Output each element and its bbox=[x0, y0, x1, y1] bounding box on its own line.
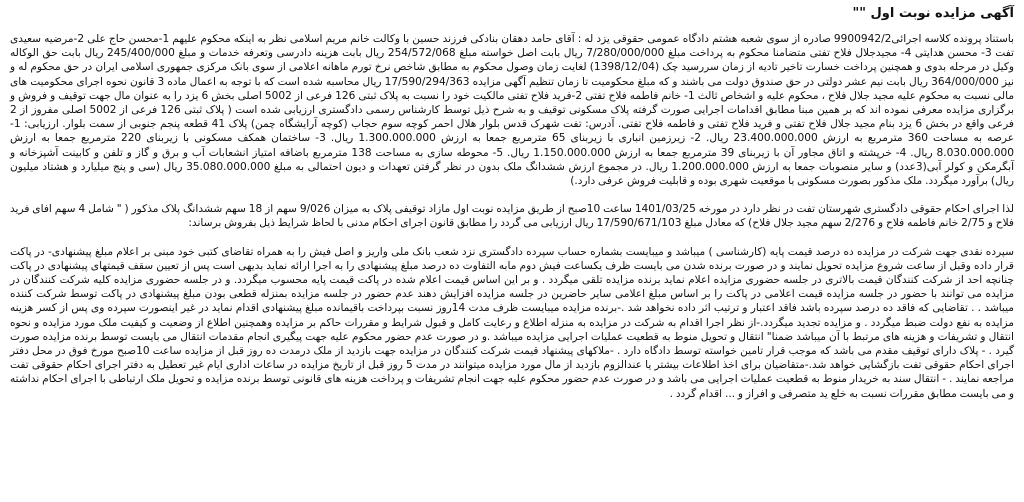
notice-paragraph-case-details: باستناد پرونده کلاسه اجرائی9900942/2 صادره از سوی شعبه هشتم دادگاه عمومی حقوقی یزد له : آقای حامد دهقان بنادکی فرزند حسین با وکالت خانم مریم اسلامی نظر به اینکه محکوم علیهم 1-محسن حاج علی 2-مرضیه سعیدی تفت 3- محسن هدایتی 4- مجیدجلال فلاح تفتی متضامنا محکوم به پرداخت مبلغ 7/280/000/000 ریال بابت اصل خواسته مبلغ 254/572/068 ریال بابت هزینه دادرسی وتعرفه خدمات و مبلغ 245/400/000 ریال بابت حق الوکاله وکیل در مرحله بدوی و همچنین پرداخت خسارت تاخیر تادیه از زمان سررسید چک (1398/12/04) لغایت زمان وصول محکوم به مطابق شاخص نرخ تورم ماهانه اعلامی از سوی بانک مرکزی جمهوری اسلامی ایران در حق محکوم له و نیز 364/000/000 ریال بابت نیم عشر دولتی در حق صندوق دولت می باشند و که مبلغ محکومیت تا زمان تنظیم آگهی مزایده 17/590/294/363 ریال محاسبه شده است که با توجه به اعمال ماده 3 قانون نحوه اجرای محکومیت های مالی نسبت به محکوم علیه مجید جلال فلاح ، محکوم علیه و اشخاص ثالث 1- خانم فاطمه فلاح تفتی 2-فرید فلاح تفتی مالکیت خود را نسبت به پلاک ثبتی 126 فرعی از 5002 اصلی بخش 6 یزد را به عنوان مال جهت توقیف و فروش و برگزاری مزایده معرفی نموده اند که بر همین مبنا مطابق اقدامات اجرایی صورت گرفته پلاک مسکونی توقیف و به شرح ذیل توسط کارشناس رسمی دادگستری ارزیابی شده است ( پلاک ثبتی 126 فرعی از 5002 اصلی مفروز از 2 فرعی واقع در بخش 6 یزد بنام مجید جلال فلاح تفتی و فرید فلاح تفتی و فاطمه فلاح تفتی. آدرس: تفت شهرک قدس بلوار هلال احمر کوچه سوم حجاب (کوچه آرایشگاه چمن) پلاک 41 قطعه پنجم جنوبی از سمت بلوار. ارزیابی: 1- عرصه به مساحت 360 مترمربع به ارزش 23.400.000.000 ریال. 2- زیرزمین انباری با زیربنای 65 مترمربع جمعا به ارزش 1.300.000.000 ریال. 3- ساختمان همکف مسکونی با زیربنای 220 مترمربع جمعا به ارزش 8.030.000.000 ریال. 4- خرپشته و اتاق مجاور آن با زیربنای 39 مترمربع جمعا به ارزش 1.150.000.000 ریال. 5- محوطه سازی به مساحت 138 مترمربع باضافه امتیاز انشعابات آب و برق و گاز و تلفن و کابینت آشپزخانه و آبگرمکن و کولر آبی(3عدد) و سایر منصوبات جمعا به ارزش 1.200.000.000 ریال. در مجموع ارزش ششدانگ ملک بدون در نظر گرفتن تعهدات و دیون احتمالی به مبلغ 35.080.000.000 ریال (سی و پنج میلیارد و هشتاد میلیون ریال) برآورد میگردد. ملک مذکور بصورت مسکونی با موقعیت شهری بوده و قابلیت فروش عرفی دارد.) bbox=[10, 33, 1015, 188]
notice-paragraph-auction-date: لذا اجرای احکام حقوقی دادگستری شهرستان تفت در نظر دارد در مورخه 1401/03/25 ساعت 10صبح از طریق مزایده نوبت اول مازاد توقیفی پلاک به میزان 9/026 سهم از 18 سهم ششدانگ پلاک مذکور ( " شامل 4 سهم افای فرید فلاح و 2/75 خانم فاطمه فلاح و 2/276 سهم مجید جلال فلاح) که معادل مبلغ 17/590/671/103 ریال ارزیابی می گردد را مطابق قانون اجرای احکام مدنی با لحاظ شرایط ذیل بفروش برساند: bbox=[10, 203, 1014, 230]
notice-paragraph-conditions: سپرده نقدی جهت شرکت در مزایده ده درصد قیمت پایه (کارشناسی ) میباشد و میبایست بشماره حساب سپرده دادگستری نزد شعب بانک ملی واریز و اصل فیش را به همراه تقاضای کتبی خود مبنی بر اعلام مبلغ پیشنهادی- در پاکت قرار داده وقبل از ساعت شروع مزایده تحویل نمایند و در صورت برنده شدن می بایست ظرف یکساعت فیش دوم مابه التفاوت ده درصد مبلغ پیشنهادی را به اجرا ارائه نماید بدیهی است پس از تعیین سقف قیمتهای پیشنهادی در پاکت چنانچه احد از شرکت کنندگان قیمت بالاتری در جلسه حضوری مزایده اعلام نماید برنده مزایده تلقی میگردد . و بر این اساس قیمت اعلام شده در پاکت قیمت پایه محسوب میگردد. و در جلسه حضوری مزایده کلیه شرکت کنندگان در مزایده می توانند با حضور در جلسه مزایده قیمت اعلامی در پاکت را بر اساس مبلغ اعلامی سایر حاضرین در جلسه مزایده افزایش دهند عدم حضور در جلسه مزایده بمنزله قطعی بودن مبلغ پیشنهادی در پاکت توسط شرکت کننده میباشد . . تقاضایی که فاقد ده درصد سپرده باشد فاقد اعتبار و ترتیب اثر داده نخواهد شد .-برنده مزایده میبایست ظرف مدت 14روز نسبت بپرداخت باقیمانده مبلغ پیشنهادی اقدام نماید در غیر اینصورت سپرده وی پس از کسر هزینه مزایده به نفع دولت ضبط میگردد . و مزایده تجدید میگردد.-از نظر اجرا اقدام به شرکت در مزایده به منزله اطلاع و رعایت کامل و قبول شرایط و مقررات حاکم بر مزایده وهمچنین اطلاع از وضعیت و کیفیت ملک مورد مزایده و نحوه انتقال و تشریفات و هزینه های مرتبط با آن میباشد ضمنا" انتقال و تحویل منوط به قطعیت عملیات اجرایی مزایده میباشد .و در صورت عدم حضور محکوم علیه جهت پیگیری انجام مقدمات انتقال می بایست توسط برنده مزایده صورت گیرد . - پلاک دارای توقیف مقدم می باشد که موجب قرار تامین خواسته توسط دادگاه دارد . -ملاکهای پیشنهاد قیمت شرکت کنندگان در مزایده جهت بازدید از ملک درمدت ده روز قبل از مزایده ساعت 10صبح مورخ فوق در محل دفتر اجرای احکام حقوقی تفت بازگشایی خواهد شد.-متقاضیان برای اخذ اطلاعات بیشتر یا عندالزوم بازدید از مال مورد مزایده میتوانند در مدت 5 روز قبل از تاریخ مزایده در ساعات اداری ایام غیر تعطیل به دفتر اجرای احکام حقوقی تفت مراجعه نمایند . - انتقال سند به خریدار منوط به قطعیت عملیات اجرایی می باشد و در صورت عدم حضور محکوم علیه جهت انجام تشریفات و پرداخت هزینه های قانونی توسط برنده مزایده و تحویل ملک ارتباطی با اجرای احکام نداشته و می بایست مطابق مقررات نسبت به خلع ید متصرفی و افراز و ... اقدام گردد . bbox=[10, 245, 1015, 400]
notice-title: آگهی مزایده نوبت اول "" bbox=[852, 6, 1014, 21]
